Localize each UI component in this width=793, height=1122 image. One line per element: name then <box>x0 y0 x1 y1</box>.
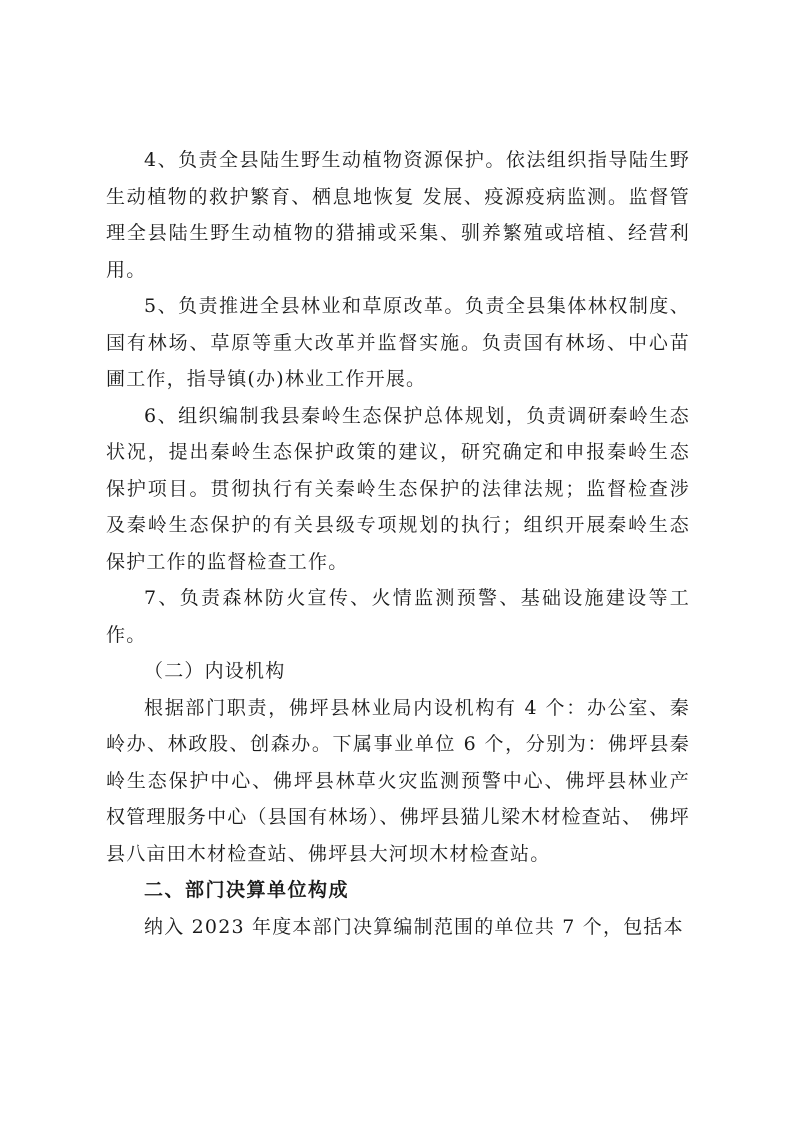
internal-structure-paragraph: 根据部门职责，佛坪县林业局内设机构有 4 个：办公室、秦岭办、林政股、创森办。下属事业单位 6 个，分别为：佛坪县秦岭生态保护中心、佛坪县林草火灾监测预警中心、佛坪县林业产权管理服务中心（县国有林场）、佛坪县猫儿梁木材检查站、 佛坪县八亩田木材检查站、佛坪县大河坝木材检查站。 <box>106 696 690 865</box>
units-paragraph: 纳入 2023 年度本部门决算编制范围的单位共 7 个，包括本 <box>144 915 684 938</box>
section-two-heading: 二、部门决算单位构成 <box>144 879 350 901</box>
duty-item-7: 7、负责森林防火宣传、火情监测预警、基础设施建设等工作。 <box>106 587 690 646</box>
internal-structure-heading: （二）内设机构 <box>144 660 286 682</box>
duty-item-4: 4、负责全县陆生野生动植物资源保护。依法组织指导陆生野生动植物的救护繁育、栖息地恢复 发展、疫源疫病监测。监督管理全县陆生野生动植物的猎捕或采集、驯养繁殖或培植、经营利用。 <box>106 149 690 281</box>
document-body <box>106 142 690 945</box>
duty-item-6: 6、组织编制我县秦岭生态保护总体规划，负责调研秦岭生态状况，提出秦岭生态保护政策的建议，研究确定和申报秦岭生态保护项目。贯彻执行有关秦岭生态保护的法律法规；监督检查涉及秦岭生态保护的有关县级专项规划的执行；组织开展秦岭生态保护工作的监督检查工作。 <box>106 404 690 573</box>
duty-item-5: 5、负责推进全县林业和草原改革。负责全县集体林权制度、国有林场、草原等重大改革并监督实施。负责国有林场、中心苗圃工作，指导镇(办)林业工作开展。 <box>106 295 690 390</box>
